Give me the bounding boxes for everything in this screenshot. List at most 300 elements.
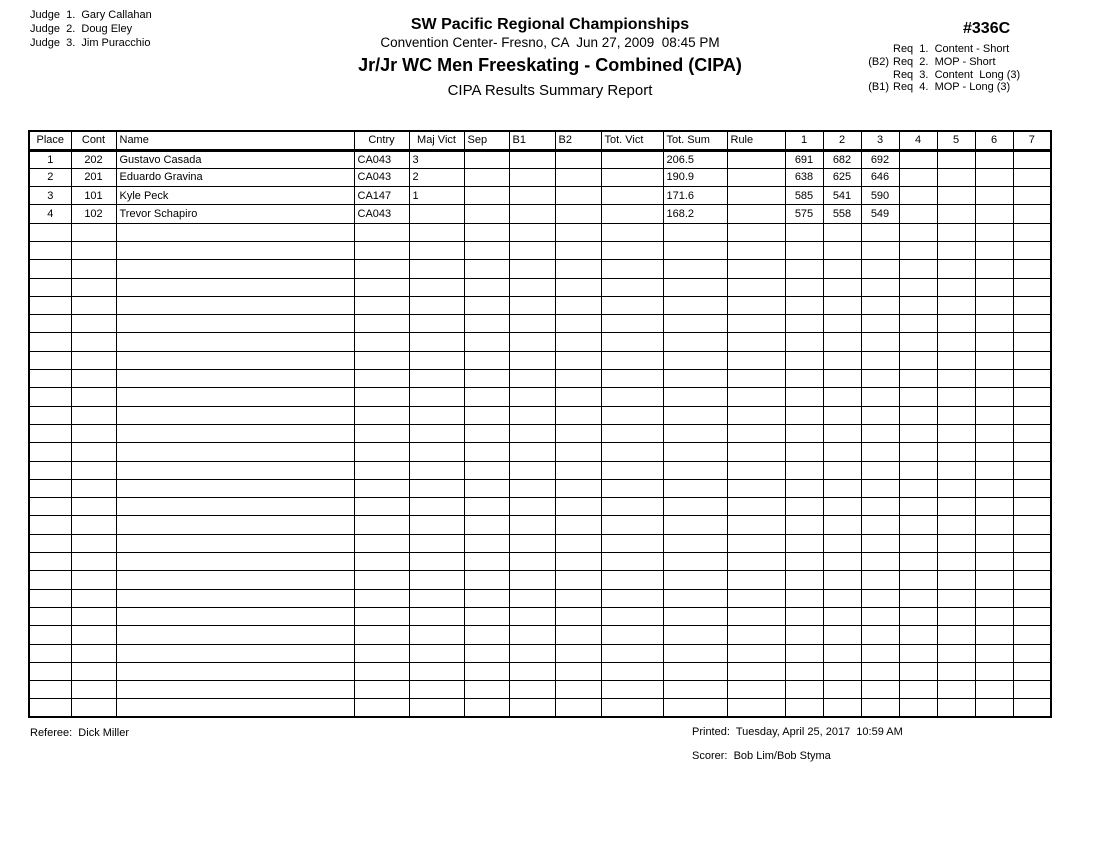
cell-rule [727,370,785,388]
referee-line: Referee: Dick Miller [30,727,130,739]
cell-place [29,534,71,552]
cell-maj-vict [409,278,464,296]
cell-b2 [555,388,601,406]
cell-rule [727,461,785,479]
cell-place [29,607,71,625]
cell-sep [464,205,509,223]
cell-rule [727,205,785,223]
event-code: #336C [963,20,1011,37]
cell-score-2: 625 [823,168,861,186]
cell-sep [464,241,509,259]
cell-rule [727,424,785,442]
cell-score-5 [937,662,975,680]
cell-score-6 [975,260,1013,278]
column-header-5: 5 [937,131,975,150]
empty-table-row [29,370,1051,388]
column-header-3: 3 [861,131,899,150]
cell-score-1 [785,260,823,278]
cell-name [116,461,354,479]
cell-score-4 [899,607,937,625]
cell-rule [727,278,785,296]
cell-b1 [509,461,555,479]
cell-name: Trevor Schapiro [116,205,354,223]
cell-score-4 [899,498,937,516]
cell-score-2 [823,388,861,406]
cell-score-6 [975,187,1013,205]
cell-rule [727,187,785,205]
cell-b1 [509,278,555,296]
cell-score-3 [861,626,899,644]
cell-score-4 [899,315,937,333]
cell-score-6 [975,296,1013,314]
cell-cont [71,424,116,442]
cell-score-4 [899,461,937,479]
cell-score-6 [975,461,1013,479]
cell-rule [727,241,785,259]
cell-place [29,461,71,479]
cell-tot-vict [601,278,663,296]
cell-b1 [509,553,555,571]
cell-b1 [509,370,555,388]
cell-name [116,626,354,644]
cell-cont [71,644,116,662]
cell-score-1 [785,461,823,479]
cell-tot-sum [663,333,727,351]
cell-b2 [555,662,601,680]
cell-tot-sum [663,278,727,296]
cell-b1 [509,296,555,314]
cell-score-6 [975,370,1013,388]
cell-tot-vict [601,662,663,680]
cell-score-6 [975,479,1013,497]
cell-cntry [354,553,409,571]
cell-score-7 [1013,553,1051,571]
cell-score-7 [1013,223,1051,241]
cell-score-5 [937,168,975,186]
cell-cont [71,443,116,461]
cell-place [29,315,71,333]
cell-tot-vict [601,516,663,534]
cell-b1 [509,187,555,205]
cell-place: 2 [29,168,71,186]
cell-tot-vict [601,351,663,369]
cell-cont [71,626,116,644]
cell-b2 [555,424,601,442]
cell-cont [71,260,116,278]
cell-score-5 [937,278,975,296]
cell-cont [71,479,116,497]
cell-score-3 [861,498,899,516]
cell-cntry [354,644,409,662]
cell-cntry [354,699,409,717]
empty-table-row [29,388,1051,406]
cell-cntry [354,388,409,406]
cell-score-2: 558 [823,205,861,223]
requirement-line [843,56,1020,69]
cell-cont [71,278,116,296]
cell-cntry [354,479,409,497]
cell-score-3 [861,644,899,662]
cell-score-4 [899,644,937,662]
cell-name [116,681,354,699]
cell-score-2 [823,223,861,241]
cell-score-3: 590 [861,187,899,205]
cell-place [29,241,71,259]
cell-score-4 [899,662,937,680]
cell-cntry: CA043 [354,168,409,186]
cell-cntry [354,516,409,534]
cell-score-3 [861,589,899,607]
empty-table-row [29,534,1051,552]
cell-score-1 [785,644,823,662]
cell-b1 [509,205,555,223]
cell-score-1 [785,241,823,259]
cell-tot-vict [601,424,663,442]
cell-maj-vict [409,589,464,607]
empty-table-row [29,223,1051,241]
cell-score-2 [823,406,861,424]
cell-b1 [509,699,555,717]
column-header-rule: Rule [727,131,785,150]
cell-b2 [555,461,601,479]
cell-tot-vict [601,479,663,497]
cell-maj-vict [409,315,464,333]
cell-score-1 [785,278,823,296]
cell-score-3 [861,699,899,717]
cell-score-2 [823,681,861,699]
cell-tot-vict [601,626,663,644]
cell-score-4 [899,699,937,717]
cell-score-2 [823,699,861,717]
cell-sep [464,278,509,296]
cell-score-5 [937,223,975,241]
cell-score-5 [937,626,975,644]
cell-score-3 [861,516,899,534]
cell-score-2 [823,315,861,333]
cell-maj-vict [409,333,464,351]
cell-b2 [555,644,601,662]
column-header-2: 2 [823,131,861,150]
cell-maj-vict [409,370,464,388]
cell-tot-vict [601,461,663,479]
cell-rule [727,662,785,680]
cell-b1 [509,388,555,406]
cell-cont [71,296,116,314]
cell-score-2 [823,553,861,571]
cell-score-2 [823,370,861,388]
cell-tot-sum: 206.5 [663,150,727,168]
cell-score-4 [899,278,937,296]
cell-b2 [555,150,601,168]
cell-score-5 [937,241,975,259]
cell-score-1 [785,351,823,369]
cell-place [29,589,71,607]
cell-tot-sum: 171.6 [663,187,727,205]
cell-score-1: 585 [785,187,823,205]
cell-score-2 [823,351,861,369]
cell-score-5 [937,351,975,369]
cell-score-4 [899,187,937,205]
cell-score-7 [1013,516,1051,534]
cell-tot-vict [601,681,663,699]
cell-place [29,516,71,534]
cell-tot-sum [663,351,727,369]
cell-tot-sum: 190.9 [663,168,727,186]
cell-name [116,553,354,571]
cell-cont [71,662,116,680]
requirement-text: Req 3. Content Long (3) [893,68,1021,81]
column-header-place: Place [29,131,71,150]
cell-tot-sum [663,699,727,717]
cell-name [116,241,354,259]
requirement-prefix [843,43,893,56]
cell-cont [71,681,116,699]
cell-cntry: CA147 [354,187,409,205]
cell-score-5 [937,443,975,461]
cell-score-3 [861,315,899,333]
cell-b1 [509,333,555,351]
cell-place [29,424,71,442]
cell-cntry [354,681,409,699]
cell-tot-vict [601,607,663,625]
cell-b1 [509,351,555,369]
cell-sep [464,644,509,662]
cell-sep [464,406,509,424]
requirement-prefix [843,69,893,82]
cell-score-2 [823,241,861,259]
cell-rule [727,406,785,424]
cell-tot-vict [601,699,663,717]
cell-score-7 [1013,479,1051,497]
cell-maj-vict [409,260,464,278]
cell-score-1 [785,315,823,333]
cell-maj-vict [409,534,464,552]
cell-b2 [555,223,601,241]
cell-sep [464,516,509,534]
cell-name [116,534,354,552]
cell-b1 [509,662,555,680]
cell-tot-sum [663,681,727,699]
cell-name [116,479,354,497]
cell-score-1 [785,406,823,424]
cell-tot-vict [601,534,663,552]
cell-score-5 [937,406,975,424]
cell-score-7 [1013,699,1051,717]
cell-score-1 [785,498,823,516]
printed-line: Printed: Tuesday, April 25, 2017 10:59 AM [692,726,903,738]
cell-score-1 [785,333,823,351]
cell-place [29,662,71,680]
cell-place [29,278,71,296]
cell-score-5 [937,571,975,589]
cell-b2 [555,333,601,351]
cell-tot-vict [601,205,663,223]
cell-sep [464,607,509,625]
empty-table-row [29,699,1051,717]
cell-score-6 [975,241,1013,259]
cell-sep [464,260,509,278]
cell-b1 [509,150,555,168]
cell-tot-vict [601,406,663,424]
cell-score-5 [937,388,975,406]
cell-score-7 [1013,461,1051,479]
cell-score-2 [823,296,861,314]
cell-score-5 [937,479,975,497]
cell-score-3 [861,278,899,296]
cell-b1 [509,315,555,333]
cell-name [116,278,354,296]
cell-tot-vict [601,388,663,406]
cell-score-4 [899,370,937,388]
cell-cont [71,553,116,571]
cell-cntry [354,351,409,369]
cell-maj-vict [409,223,464,241]
empty-table-row [29,333,1051,351]
cell-place [29,388,71,406]
cell-score-7 [1013,278,1051,296]
cell-score-1 [785,516,823,534]
cell-score-5 [937,150,975,168]
results-table [28,130,1052,718]
cell-score-4 [899,351,937,369]
cell-rule [727,223,785,241]
cell-cont [71,571,116,589]
empty-table-row [29,681,1051,699]
cell-score-1 [785,388,823,406]
cell-place [29,498,71,516]
cell-b1 [509,644,555,662]
cell-name [116,315,354,333]
cell-b1 [509,260,555,278]
requirements-panel [843,43,1020,94]
cell-score-6 [975,498,1013,516]
cell-score-2: 541 [823,187,861,205]
cell-place: 3 [29,187,71,205]
cell-score-5 [937,553,975,571]
column-header-name: Name [116,131,354,150]
column-header-1: 1 [785,131,823,150]
table-row [29,168,1051,186]
cell-score-4 [899,406,937,424]
cell-tot-vict [601,223,663,241]
cell-score-2 [823,461,861,479]
cell-score-6 [975,662,1013,680]
cell-score-6 [975,406,1013,424]
empty-table-row [29,589,1051,607]
competition-title: SW Pacific Regional Championships [410,16,690,33]
cell-b2 [555,370,601,388]
cell-tot-sum [663,443,727,461]
cell-score-4 [899,223,937,241]
empty-table-row [29,479,1051,497]
cell-maj-vict: 2 [409,168,464,186]
cell-score-1 [785,443,823,461]
cell-name [116,498,354,516]
cell-place [29,626,71,644]
cell-cont [71,333,116,351]
cell-sep [464,351,509,369]
cell-maj-vict [409,571,464,589]
empty-table-row [29,553,1051,571]
requirement-line [843,81,1020,94]
cell-sep [464,296,509,314]
cell-place [29,406,71,424]
cell-maj-vict [409,461,464,479]
cell-score-3 [861,351,899,369]
cell-score-4 [899,296,937,314]
cell-sep [464,681,509,699]
cell-tot-vict [601,644,663,662]
cell-score-7 [1013,626,1051,644]
cell-b1 [509,516,555,534]
empty-table-row [29,424,1051,442]
cell-tot-sum [663,315,727,333]
cell-maj-vict [409,553,464,571]
cell-score-5 [937,315,975,333]
cell-score-3 [861,296,899,314]
cell-maj-vict [409,205,464,223]
cell-b2 [555,571,601,589]
cell-cntry [354,498,409,516]
cell-tot-sum [663,516,727,534]
cell-tot-sum [663,571,727,589]
cell-score-4 [899,443,937,461]
cell-rule [727,553,785,571]
cell-place [29,260,71,278]
cell-score-5 [937,333,975,351]
cell-name [116,370,354,388]
cell-score-3 [861,461,899,479]
cell-score-7 [1013,534,1051,552]
cell-score-2 [823,534,861,552]
empty-table-row [29,498,1051,516]
cell-b1 [509,626,555,644]
cell-score-6 [975,571,1013,589]
cell-rule [727,479,785,497]
cell-sep [464,699,509,717]
cell-tot-vict [601,498,663,516]
cell-cont [71,516,116,534]
cell-cntry [354,461,409,479]
cell-tot-sum [663,388,727,406]
cell-score-6 [975,516,1013,534]
cell-score-1 [785,296,823,314]
cell-score-5 [937,534,975,552]
cell-score-4 [899,388,937,406]
judge-line-1: Judge 1. Gary Callahan [30,9,152,21]
cell-score-4 [899,241,937,259]
cell-score-5 [937,699,975,717]
cell-score-2 [823,571,861,589]
cell-name [116,406,354,424]
cell-b2 [555,479,601,497]
column-header-6: 6 [975,131,1013,150]
cell-tot-sum [663,223,727,241]
cell-tot-sum [663,479,727,497]
cell-score-3 [861,553,899,571]
cell-place [29,644,71,662]
empty-table-row [29,260,1051,278]
scorer-line: Scorer: Bob Lim/Bob Styma [692,750,831,762]
cell-name [116,662,354,680]
cell-score-7 [1013,260,1051,278]
cell-place [29,223,71,241]
column-header-4: 4 [899,131,937,150]
judge-line-3: Judge 3. Jim Puracchio [30,37,151,49]
cell-name [116,589,354,607]
cell-score-7 [1013,443,1051,461]
cell-cntry [354,278,409,296]
